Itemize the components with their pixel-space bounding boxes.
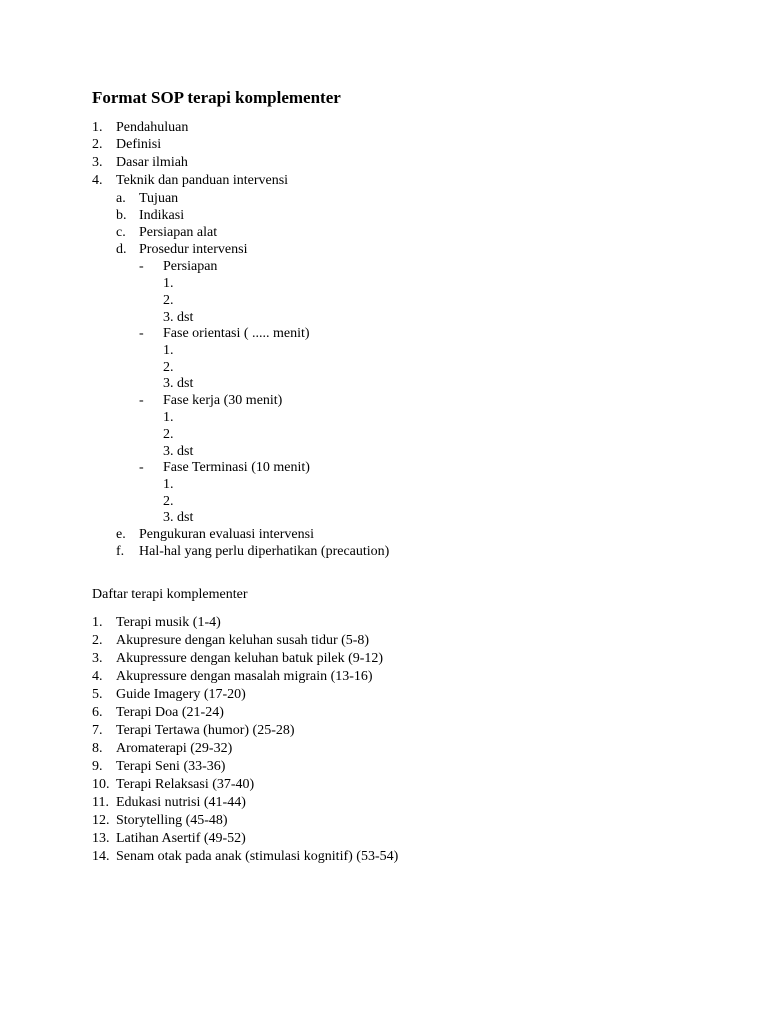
list-item-text: Terapi Relaksasi (37-40) <box>116 777 255 792</box>
list-item-text: Fase Terminasi (10 menit) <box>163 460 310 475</box>
list-item-text: Senam otak pada anak (stimulasi kognitif) (53-54) <box>116 849 399 864</box>
list-item-marker: 2. <box>163 494 174 509</box>
list-item-marker: - <box>139 326 144 341</box>
list-item-text: Pengukuran evaluasi intervensi <box>139 527 314 542</box>
list-item-marker: f. <box>116 544 125 559</box>
list-item-marker: 1. <box>163 276 174 291</box>
list-item-text: Persiapan <box>163 259 218 274</box>
list-item-text: Definisi <box>116 137 162 152</box>
list-item-text: Storytelling (45-48) <box>116 813 228 828</box>
list-item-marker: 3. <box>92 155 103 170</box>
list-item-marker: - <box>139 460 144 475</box>
list-item-text: Terapi Seni (33-36) <box>116 759 226 774</box>
list-item-marker: 5. <box>92 687 103 702</box>
list-item-text: Akupressure dengan masalah migrain (13-16) <box>116 669 373 684</box>
list-item-marker: 1. <box>163 343 174 358</box>
list-item-text: Akupresure dengan keluhan susah tidur (5-8) <box>116 633 370 648</box>
list-item-marker: 2. <box>163 360 174 375</box>
list-item-text: Terapi Doa (21-24) <box>116 705 224 720</box>
list-item-text: Fase orientasi ( ..... menit) <box>163 326 310 341</box>
list-item-text: Hal-hal yang perlu diperhatikan (precaution) <box>139 544 390 559</box>
list-item-marker: - <box>139 259 144 274</box>
list-item-text: Akupressure dengan keluhan batuk pilek (9-12) <box>116 651 384 666</box>
list-item-text: Tujuan <box>139 191 179 206</box>
list-item-text: Guide Imagery (17-20) <box>116 687 246 702</box>
list-item-text: Terapi Tertawa (humor) (25-28) <box>116 723 295 738</box>
list-item-marker: 3. dst <box>163 376 194 391</box>
list-item-marker: d. <box>116 242 127 257</box>
list-item-text: Dasar ilmiah <box>116 155 188 170</box>
list-item-text: Prosedur intervensi <box>139 242 248 257</box>
list-item-marker: 9. <box>92 759 103 774</box>
list-item-marker: 10. <box>92 777 110 792</box>
list-item-marker: 2. <box>92 633 103 648</box>
list-item-text: Terapi musik (1-4) <box>116 615 221 630</box>
list-item-marker: 13. <box>92 831 110 846</box>
list-item-marker: 3. <box>92 651 103 666</box>
list-item-marker: 14. <box>92 849 110 864</box>
list-item-marker: 1. <box>92 120 103 135</box>
list-item-marker: 2. <box>163 293 174 308</box>
list-item-marker: 12. <box>92 813 110 828</box>
list-item-marker: 11. <box>92 795 109 810</box>
list-item-text: Indikasi <box>139 208 185 223</box>
list-item-marker: 6. <box>92 705 103 720</box>
list-item-marker: e. <box>116 527 126 542</box>
list-item-marker: 3. dst <box>163 310 194 325</box>
list-item-marker: b. <box>116 208 127 223</box>
list-item-marker: a. <box>116 191 126 206</box>
list-item-marker: c. <box>116 225 126 240</box>
list-item-marker: 2. <box>92 137 103 152</box>
list-item-marker: 1. <box>163 410 174 425</box>
list-item-marker: 2. <box>163 427 174 442</box>
list-item-text: Edukasi nutrisi (41-44) <box>116 795 246 810</box>
list-item-marker: 8. <box>92 741 103 756</box>
document-title: Format SOP terapi komplementer <box>92 88 341 107</box>
list-item-marker: 1. <box>163 477 174 492</box>
list-item-text: Latihan Asertif (49-52) <box>116 831 246 846</box>
list-item-text: Teknik dan panduan intervensi <box>116 173 289 188</box>
list-item-text: Aromaterapi (29-32) <box>116 741 233 756</box>
therapy-list-title: Daftar terapi komplementer <box>92 587 248 602</box>
list-item-marker: 1. <box>92 615 103 630</box>
list-item-marker: 4. <box>92 669 103 684</box>
list-item-marker: 4. <box>92 173 103 188</box>
list-item-marker: 3. dst <box>163 510 194 525</box>
list-item-text: Pendahuluan <box>116 120 189 135</box>
list-item-text: Persiapan alat <box>139 225 218 240</box>
list-item-marker: - <box>139 393 144 408</box>
list-item-text: Fase kerja (30 menit) <box>163 393 283 408</box>
list-item-marker: 7. <box>92 723 103 738</box>
list-item-marker: 3. dst <box>163 444 194 459</box>
